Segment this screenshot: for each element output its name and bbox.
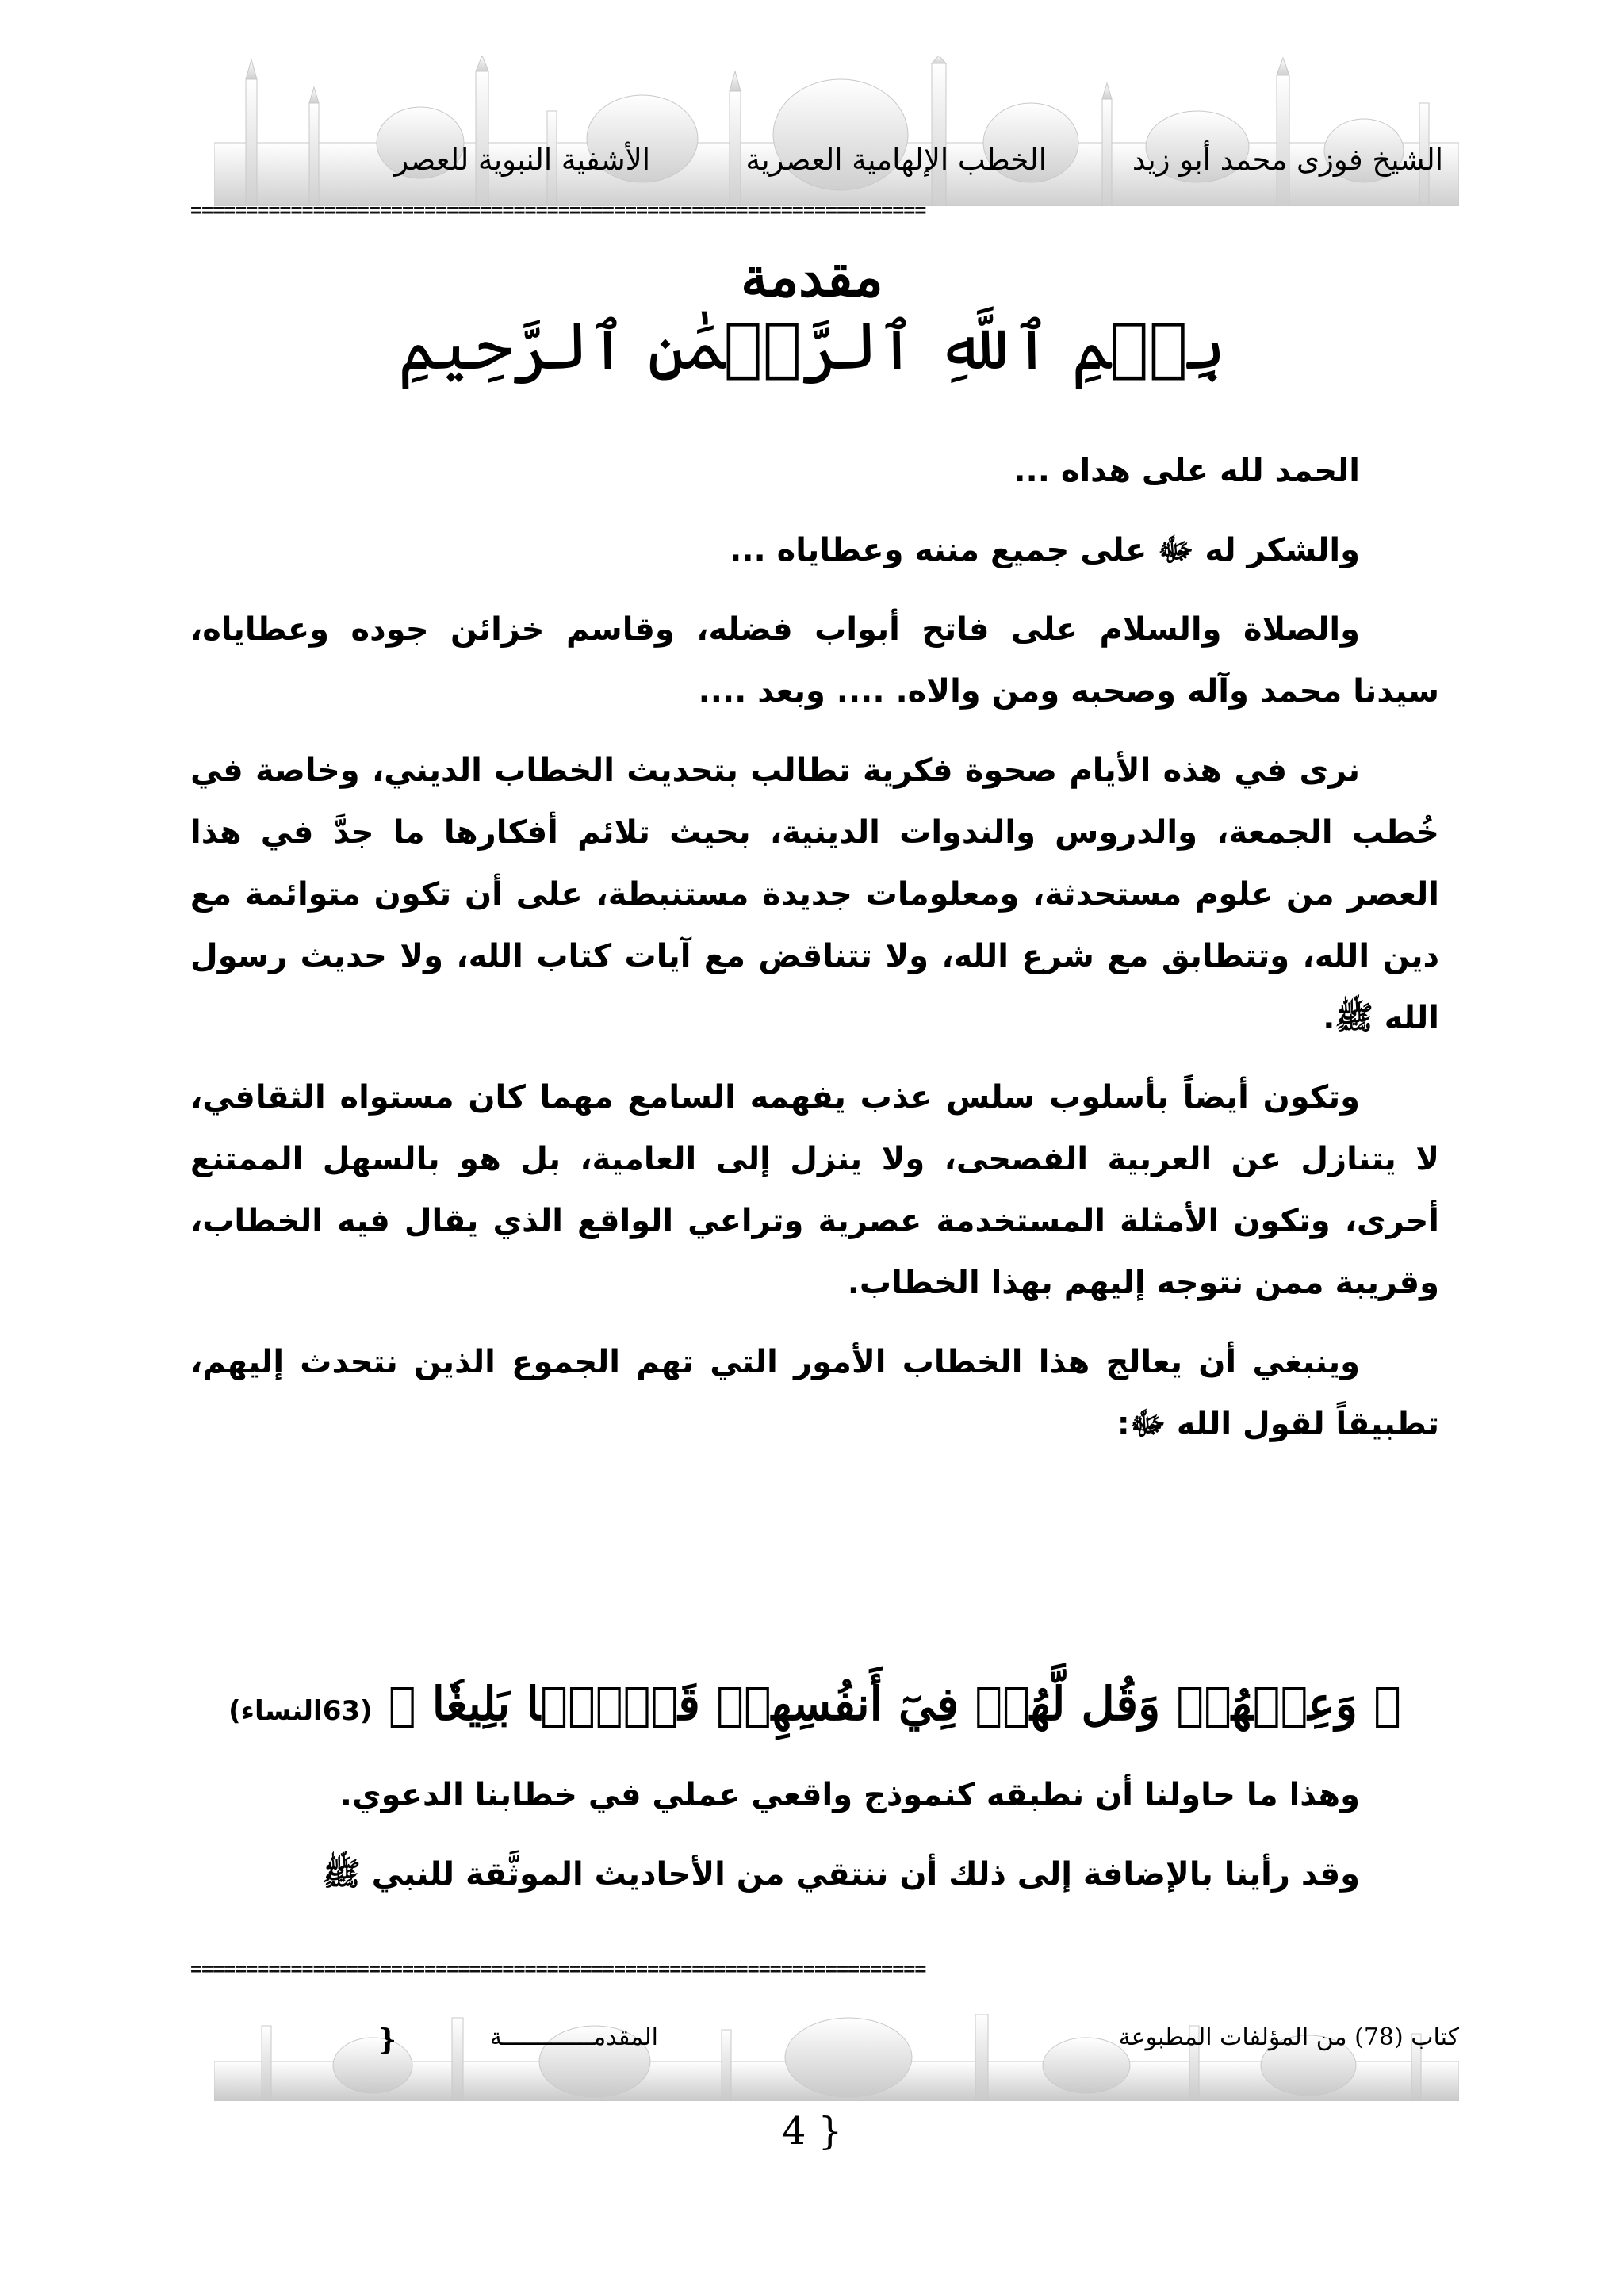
- verse-reference: (63النساء): [228, 1695, 373, 1727]
- footer-book-info: كتاب (78) من المؤلفات المطبوعة: [1118, 2023, 1459, 2051]
- paragraph: والصلاة والسلام على فاتح أبواب فضله، وقاسم خزائن جوده وعطاياه، سيدنا محمد وآله وصحبه ومن والاه. .... وبعد ....: [190, 611, 1439, 710]
- paragraph: نرى في هذه الأيام صحوة فكرية تطالب بتحديث الخطاب الديني، وخاصة في خُطب الجمعة، والدروس والندوات الدينية، بحيث تلائم أفكارها ما جدَّ في هذا العصر من علوم مستحدثة، ومعلومات جديدة مستنبطة، على أن تكون متوائمة مع دين الله، وتتطابق مع شرع الله، ولا تتناقض مع آيات كتاب الله، ولا حديث رسول الله ﷺ.: [190, 752, 1439, 1036]
- paragraph: والشكر له ﷻ على جميع مننه وعطاياه ...: [730, 532, 1360, 568]
- body-text-continued: [190, 1764, 1439, 1905]
- paragraph: وقد رأينا بالإضافة إلى ذلك أن ننتقي من الأحاديث الموثَّقة للنبي ﷺ: [322, 1856, 1360, 1893]
- page-number: 4 }: [781, 2109, 843, 2153]
- header-rule: ==================================================================: [190, 200, 926, 220]
- verse-text: ﴿ وَعِظۡهُمۡ وَقُل لَّهُمۡ فِيٓ أَنفُسِهِمۡ قَوۡلَۢا بَلِيغٗا ﴾: [388, 1677, 1401, 1731]
- paragraph: وتكون أيضاً بأسلوب سلس عذب يفهمه السامع مهما كان مستواه الثقافي، لا يتنازل عن العربية الفصحى، ولا ينزل إلى العامية، بل هو بالسهل الممتنع أحرى، وتكون الأمثلة المستخدمة عصرية وتراعي الواقع الذي يقال فيه الخطاب، وقريبة ممن نتوجه إليهم بهذا الخطاب.: [190, 1079, 1439, 1301]
- running-footer: [190, 2023, 1459, 2063]
- body-text: [190, 440, 1439, 1455]
- quran-verse: [190, 1677, 1439, 1731]
- footer-rule: ==================================================================: [190, 1958, 926, 1978]
- basmala: بِسۡمِ ٱللَّهِ ٱلرَّحۡمَٰنِ ٱلرَّحِيمِ: [398, 309, 1226, 385]
- header-author: الشيخ فوزى محمد أبو زيد: [1132, 143, 1443, 177]
- footer-section-name: المقدمـــــــــــــة: [489, 2023, 658, 2051]
- paragraph: وينبغي أن يعالج هذا الخطاب الأمور التي تهم الجموع الذين نتحدث إليهم، تطبيقاً لقول الله ﷻ:: [190, 1344, 1439, 1442]
- running-header: [238, 143, 1443, 190]
- header-book-title: الأشفية النبوية للعصر: [394, 143, 650, 177]
- paragraph: وهذا ما حاولنا أن نطبقه كنموذج واقعي عملي في خطابنا الدعوي.: [339, 1777, 1360, 1813]
- page-title: مقدمة: [741, 246, 883, 309]
- header-series: الخطب الإلهامية العصرية: [745, 143, 1047, 177]
- footer-brace: {: [377, 2023, 396, 2057]
- paragraph: الحمد لله على هداه ...: [1013, 453, 1360, 489]
